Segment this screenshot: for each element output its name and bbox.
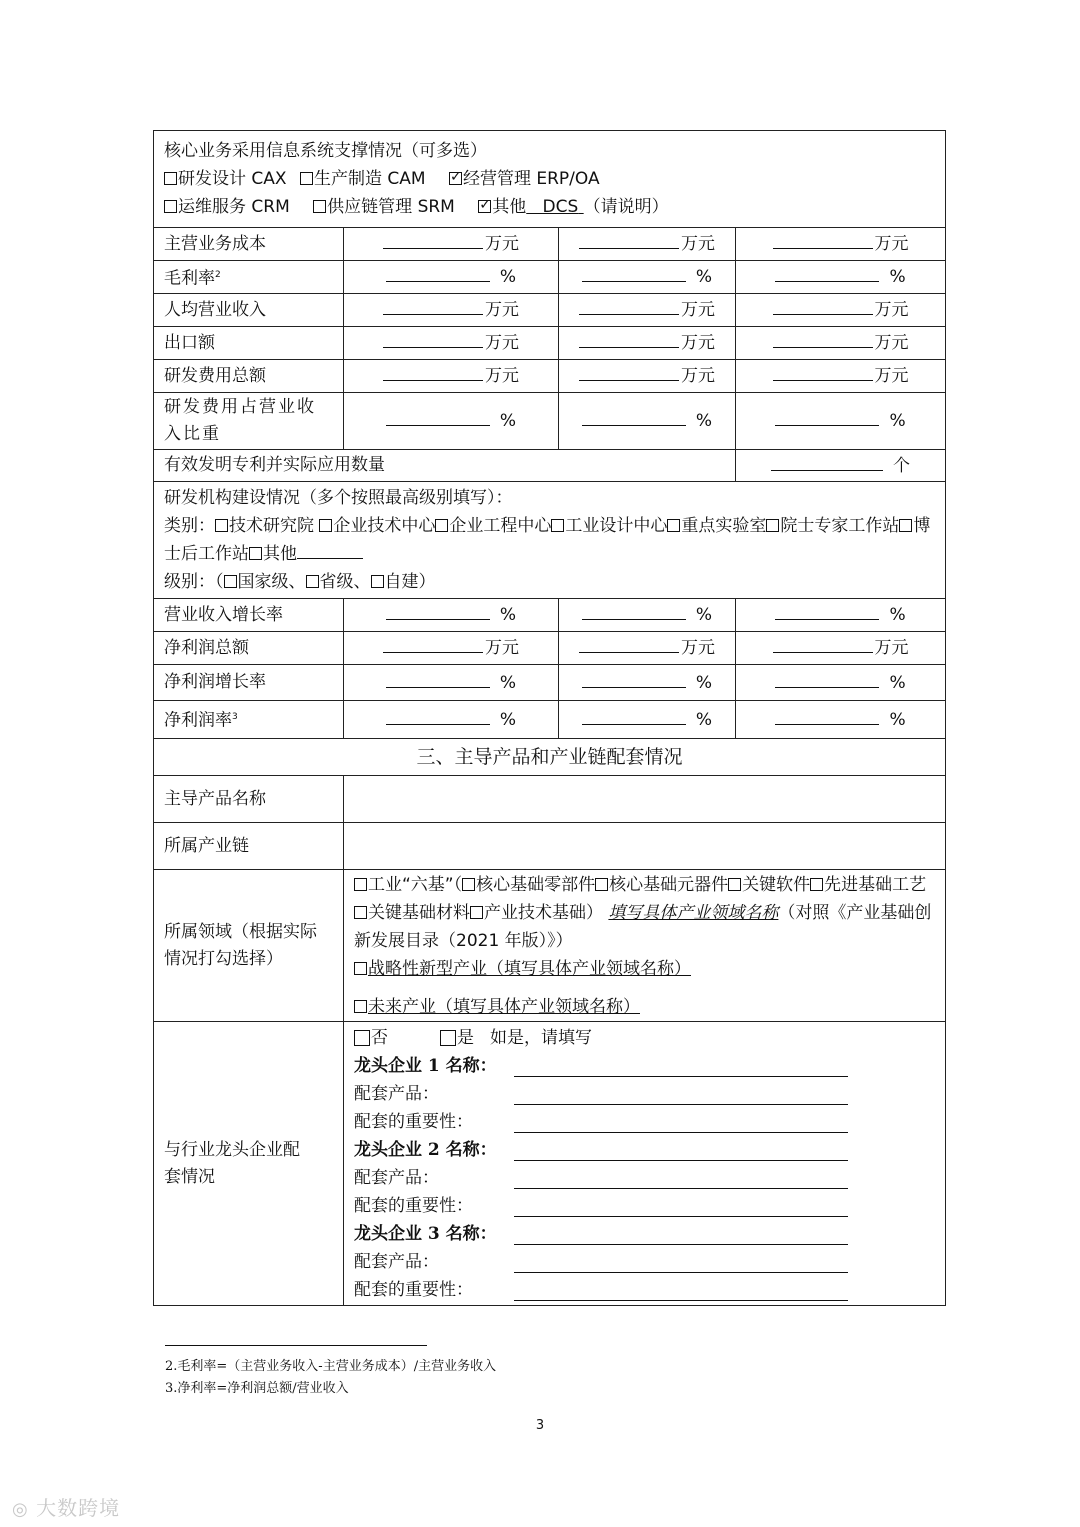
checkbox-unchecked-icon[interactable] bbox=[224, 575, 237, 588]
row-label: 所属产业链 bbox=[154, 823, 344, 870]
row-label: 有效发明专利并实际应用数量 bbox=[154, 450, 736, 482]
value-cell[interactable]: % bbox=[559, 665, 736, 701]
value-cell[interactable]: % bbox=[559, 599, 736, 632]
value-cell[interactable]: % bbox=[736, 261, 946, 294]
checkbox-unchecked-icon[interactable] bbox=[164, 200, 177, 213]
value-cell[interactable]: 万元 bbox=[736, 294, 946, 327]
row-label: 与行业龙头企业配 套情况 bbox=[154, 1022, 344, 1306]
checkbox-unchecked-icon[interactable] bbox=[551, 519, 564, 532]
value-cell[interactable]: 个 bbox=[736, 450, 946, 482]
checkbox-unchecked-icon[interactable] bbox=[470, 906, 483, 919]
rd-org-levels: 级别：（ 国家级、 省级、 自建） bbox=[164, 572, 436, 592]
systems-title: 核心业务采用信息系统支撑情况（可多选） bbox=[164, 141, 487, 161]
value-cell[interactable]: 万元 bbox=[559, 360, 736, 393]
main-product-input[interactable] bbox=[344, 776, 946, 823]
page-number: 3 bbox=[535, 1418, 545, 1433]
footnote-3: 3.净利率=净利润总额/营业收入 bbox=[165, 1381, 349, 1396]
checkbox-unchecked-icon[interactable] bbox=[899, 519, 912, 532]
checkbox-checked-icon[interactable] bbox=[449, 172, 462, 185]
option-srm[interactable]: 供应链管理 SRM bbox=[313, 197, 455, 217]
strategic-option: 战略性新型产业（填写具体产业领域名称） bbox=[354, 955, 935, 983]
row-label: 研发费用占营业收 入比重 bbox=[154, 393, 344, 450]
leader3-product[interactable]: 配套产品： bbox=[354, 1248, 935, 1276]
checkbox-unchecked-icon[interactable] bbox=[354, 962, 367, 975]
value-cell[interactable]: 万元 bbox=[559, 327, 736, 360]
table-row bbox=[154, 870, 946, 1022]
liuji-option: 工业“六基”（ 核心基础零部件 核心基础元器件 关键软件 先进基础工艺关键基础材料 产业技术基础） 填写具体产业领域名称（对照《产业基础创新发展目录（2021 年版）》） bbox=[354, 874, 932, 951]
section-header-row bbox=[154, 739, 946, 776]
row-label: 研发费用总额 bbox=[154, 360, 344, 393]
rd-org-title: 研发机构建设情况（多个按照最高级别填写）： bbox=[164, 488, 513, 508]
row-label: 出口额 bbox=[154, 327, 344, 360]
leader2-name[interactable]: 龙头企业 2 名称： bbox=[354, 1136, 935, 1164]
rd-org-row bbox=[154, 482, 946, 599]
checkbox-unchecked-icon[interactable] bbox=[440, 1030, 456, 1046]
table-row bbox=[154, 294, 946, 327]
value-cell[interactable]: % bbox=[736, 665, 946, 701]
checkbox-unchecked-icon[interactable] bbox=[319, 519, 332, 532]
checkbox-unchecked-icon[interactable] bbox=[462, 878, 475, 891]
table-row bbox=[154, 228, 946, 261]
other-suffix: （请说明） bbox=[583, 197, 669, 217]
value-cell[interactable]: 万元 bbox=[344, 632, 559, 665]
checkbox-unchecked-icon[interactable] bbox=[595, 878, 608, 891]
table-row bbox=[154, 701, 946, 739]
checkbox-unchecked-icon[interactable] bbox=[810, 878, 823, 891]
value-cell[interactable]: % bbox=[736, 701, 946, 739]
row-label: 人均营业收入 bbox=[154, 294, 344, 327]
industry-chain-input[interactable] bbox=[344, 823, 946, 870]
row-label: 主导产品名称 bbox=[154, 776, 344, 823]
future-option: 未来产业（填写具体产业领域名称） bbox=[354, 993, 935, 1021]
value-cell[interactable]: % bbox=[344, 665, 559, 701]
value-cell[interactable]: 万元 bbox=[559, 632, 736, 665]
checkbox-unchecked-icon[interactable] bbox=[313, 200, 326, 213]
value-cell[interactable]: % bbox=[559, 393, 736, 450]
leader1-name[interactable]: 龙头企业 1 名称： bbox=[354, 1052, 935, 1080]
table-row bbox=[154, 1022, 946, 1306]
leader2-product[interactable]: 配套产品： bbox=[354, 1164, 935, 1192]
table-row bbox=[154, 599, 946, 632]
value-cell[interactable]: 万元 bbox=[344, 228, 559, 261]
value-cell[interactable]: % bbox=[559, 701, 736, 739]
checkbox-unchecked-icon[interactable] bbox=[215, 519, 228, 532]
value-cell[interactable]: % bbox=[344, 261, 559, 294]
table-row bbox=[154, 632, 946, 665]
field-options bbox=[344, 870, 946, 1022]
rd-org-categories: 类别： 技术研究院 企业技术中心 企业工程中心 工业设计中心 重点实验室 院士专家工作站 博士后工作站 其他 bbox=[164, 516, 931, 564]
liuji-fill-hint[interactable]: 填写具体产业领域名称 bbox=[608, 902, 779, 923]
systems-options-row2 bbox=[164, 193, 935, 221]
row-label: 主营业务成本 bbox=[154, 228, 344, 261]
watermark: ◎ 大数跨境 bbox=[12, 1496, 121, 1520]
option-erp[interactable]: ✓ 经营管理 ERP/OA bbox=[449, 169, 600, 189]
row-label: 净利润增长率 bbox=[154, 665, 344, 701]
option-cam[interactable]: 生产制造 CAM bbox=[300, 169, 426, 189]
systems-options-row1 bbox=[164, 165, 935, 193]
option-cax[interactable]: 研发设计 CAX bbox=[164, 169, 287, 189]
leader3-importance[interactable]: 配套的重要性： bbox=[354, 1276, 935, 1304]
checkbox-unchecked-icon[interactable] bbox=[164, 172, 177, 185]
checkbox-unchecked-icon[interactable] bbox=[306, 575, 319, 588]
table-row bbox=[154, 823, 946, 870]
systems-row bbox=[154, 131, 946, 228]
value-cell[interactable]: % bbox=[344, 393, 559, 450]
leader-yes-no: 否 是 如是，请填写 bbox=[354, 1024, 935, 1052]
liuji-reference: （对照《产业基础创新发展目录（2021 年版）》） bbox=[354, 902, 932, 951]
checkbox-unchecked-icon[interactable] bbox=[354, 906, 367, 919]
leader1-importance[interactable]: 配套的重要性： bbox=[354, 1108, 935, 1136]
table-row bbox=[154, 327, 946, 360]
value-cell[interactable]: % bbox=[736, 393, 946, 450]
leader3-name[interactable]: 龙头企业 3 名称： bbox=[354, 1220, 935, 1248]
checkbox-unchecked-icon[interactable] bbox=[354, 878, 367, 891]
footnote-2: 2.毛利率=（主营业务收入-主营业务成本）/主营业务收入 bbox=[165, 1359, 497, 1374]
checkbox-unchecked-icon[interactable] bbox=[371, 575, 384, 588]
checkbox-unchecked-icon[interactable] bbox=[766, 519, 779, 532]
other-fill-line[interactable] bbox=[297, 540, 363, 559]
rd-org-cell bbox=[154, 482, 946, 599]
systems-cell bbox=[154, 131, 946, 228]
table-row bbox=[154, 393, 946, 450]
value-cell[interactable]: 万元 bbox=[736, 228, 946, 261]
leader-details bbox=[344, 1022, 946, 1306]
value-cell[interactable]: % bbox=[344, 701, 559, 739]
checkbox-unchecked-icon[interactable] bbox=[249, 547, 262, 560]
checkbox-unchecked-icon[interactable] bbox=[354, 1000, 367, 1013]
value-cell[interactable]: 万元 bbox=[736, 360, 946, 393]
checkbox-unchecked-icon[interactable] bbox=[667, 519, 680, 532]
value-cell[interactable]: % bbox=[559, 261, 736, 294]
row-label: 毛利率$^2$ bbox=[154, 261, 344, 294]
value-cell[interactable]: 万元 bbox=[559, 294, 736, 327]
table-row bbox=[154, 776, 946, 823]
value-cell[interactable]: % bbox=[736, 599, 946, 632]
row-label: 净利润总额 bbox=[154, 632, 344, 665]
checkbox-unchecked-icon[interactable] bbox=[728, 878, 741, 891]
value-cell[interactable]: 万元 bbox=[736, 632, 946, 665]
option-other[interactable]: ✓ 其他 bbox=[478, 197, 526, 217]
row-label: 净利润率$^3$ bbox=[154, 701, 344, 739]
value-cell[interactable]: 万元 bbox=[344, 294, 559, 327]
row-label: 所属领域（根据实际 情况打勾选择） bbox=[154, 870, 344, 1022]
checkbox-checked-icon[interactable] bbox=[478, 200, 491, 213]
enterprise-info-form bbox=[153, 130, 946, 1306]
checkbox-unchecked-icon[interactable] bbox=[354, 1030, 370, 1046]
leader1-product[interactable]: 配套产品： bbox=[354, 1080, 935, 1108]
checkbox-unchecked-icon[interactable] bbox=[300, 172, 313, 185]
leader2-importance[interactable]: 配套的重要性： bbox=[354, 1192, 935, 1220]
table-row bbox=[154, 450, 946, 482]
checkbox-unchecked-icon[interactable] bbox=[435, 519, 448, 532]
value-cell[interactable]: 万元 bbox=[736, 327, 946, 360]
option-crm[interactable]: 运维服务 CRM bbox=[164, 197, 290, 217]
other-value[interactable]: DCS bbox=[542, 197, 579, 217]
row-label: 营业收入增长率 bbox=[154, 599, 344, 632]
value-cell[interactable]: % bbox=[344, 599, 559, 632]
value-cell[interactable]: 万元 bbox=[559, 228, 736, 261]
watermark-logo-icon: ◎ bbox=[12, 1499, 29, 1520]
table-row bbox=[154, 360, 946, 393]
footnote-divider bbox=[165, 1345, 427, 1346]
value-cell[interactable]: 万元 bbox=[344, 360, 559, 393]
table-row bbox=[154, 665, 946, 701]
section3-title: 三、主导产品和产业链配套情况 bbox=[154, 739, 946, 776]
value-cell[interactable]: 万元 bbox=[344, 327, 559, 360]
table-row bbox=[154, 261, 946, 294]
